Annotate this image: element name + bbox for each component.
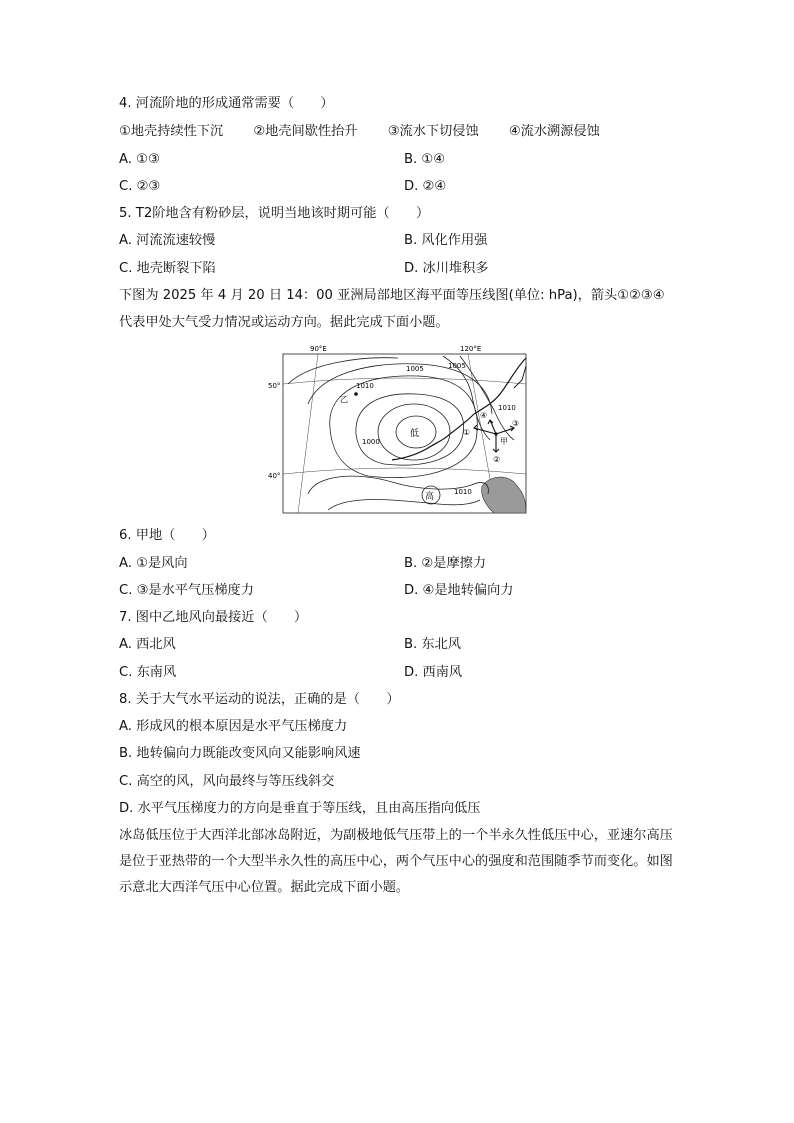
q5-option-b[interactable]: B. 风化作用强: [404, 233, 488, 248]
isobar-label-1010-b: 1010: [498, 404, 516, 412]
q8-option-d[interactable]: D. 水平气压梯度力的方向是垂直于等压线，且由高压指向低压: [119, 801, 481, 816]
isobar-label-1005-b: 1005: [448, 362, 466, 370]
isobar-label-1005-a: 1005: [406, 365, 424, 373]
q8-option-c[interactable]: C. 高空的风，风向最终与等压线斜交: [119, 774, 335, 789]
isobar-map: [268, 344, 530, 516]
q4-stem: 4. 河流阶地的形成通常需要（ ）: [119, 96, 334, 111]
q7-option-d[interactable]: D. 西南风: [404, 665, 463, 680]
q4-item-4: ④流水溯源侵蚀: [508, 124, 600, 139]
point-yi: [354, 392, 358, 396]
lon-label-90: 90°E: [310, 345, 327, 353]
q4-item-3: ③流水下切侵蚀: [387, 124, 479, 139]
isobar-label-1010-c: 1010: [454, 488, 472, 496]
q6-option-a[interactable]: A. ①是风向: [119, 556, 188, 571]
arrow-label-3: ③: [512, 419, 520, 428]
q5-option-a[interactable]: A. 河流流速较慢: [119, 233, 216, 248]
q8-stem: 8. 关于大气水平运动的说法，正确的是（ ）: [119, 692, 400, 707]
q5-option-c[interactable]: C. 地壳断裂下陷: [119, 261, 216, 276]
isobar-label-1000: 1000: [362, 438, 380, 446]
q5-option-d[interactable]: D. 冰川堆积多: [404, 261, 489, 276]
place-label-jia: 甲: [500, 437, 508, 446]
high-center-label: 高: [425, 492, 435, 502]
q7-stem: 7. 图中乙地风向最接近（ ）: [119, 610, 308, 625]
q7-option-b[interactable]: B. 东北风: [404, 637, 461, 652]
q4-option-a[interactable]: A. ①③: [119, 152, 160, 167]
q4-items: [119, 123, 626, 141]
isobar-label-1010-a: 1010: [356, 382, 374, 390]
place-label-yi: 乙: [340, 395, 348, 404]
q4-item-1: ①地壳持续性下沉: [119, 124, 224, 139]
lon-label-120: 120°E: [460, 345, 482, 353]
q6-option-c[interactable]: C. ③是水平气压梯度力: [119, 583, 254, 598]
intro2-paragraph: 冰岛低压位于大西洋北部冰岛附近，为副极地低气压带上的一个半永久性低压中心，亚速尔高压是位于亚热带的一个大型半永久性的高压中心，两个气压中心的强度和范围随季节而变化。如图示意北大西洋气压中心位置。据此完成下面小题。: [119, 828, 673, 895]
arrow-label-2: ②: [493, 455, 501, 464]
q7-option-a[interactable]: A. 西北风: [119, 637, 176, 652]
q6-option-d[interactable]: D. ④是地转偏向力: [404, 583, 514, 598]
q4-option-b[interactable]: B. ①④: [404, 152, 446, 167]
point-jia: [494, 432, 497, 435]
q5-stem: 5. T2阶地含有粉砂层，说明当地该时期可能（ ）: [119, 206, 430, 221]
q7-option-c[interactable]: C. 东南风: [119, 665, 177, 680]
lat-label-50: 50°: [268, 382, 281, 390]
lat-label-40: 40°: [268, 472, 281, 480]
arrow-label-1: ①: [463, 428, 471, 437]
q8-option-a[interactable]: A. 形成风的根本原因是水平气压梯度力: [119, 719, 348, 734]
low-center-label: 低: [410, 429, 420, 439]
q6-option-b[interactable]: B. ②是摩擦力: [404, 556, 487, 571]
q8-option-b[interactable]: B. 地转偏向力既能改变风向又能影响风速: [119, 746, 361, 761]
intro1-line1: 下图为 2025 年 4 月 20 日 14：00 亚洲局部地区海平面等压线图(单位: hPa)，箭头①②③④: [119, 288, 665, 303]
q4-item-2: ②地壳间歇性抬升: [253, 124, 358, 139]
intro1-line2: 代表甲处大气受力情况或运动方向。据此完成下面小题。: [119, 315, 449, 330]
arrow-label-4: ④: [480, 411, 488, 420]
q6-stem: 6. 甲地（ ）: [119, 528, 215, 543]
q4-option-d[interactable]: D. ②④: [404, 179, 447, 194]
q4-option-c[interactable]: C. ②③: [119, 179, 161, 194]
